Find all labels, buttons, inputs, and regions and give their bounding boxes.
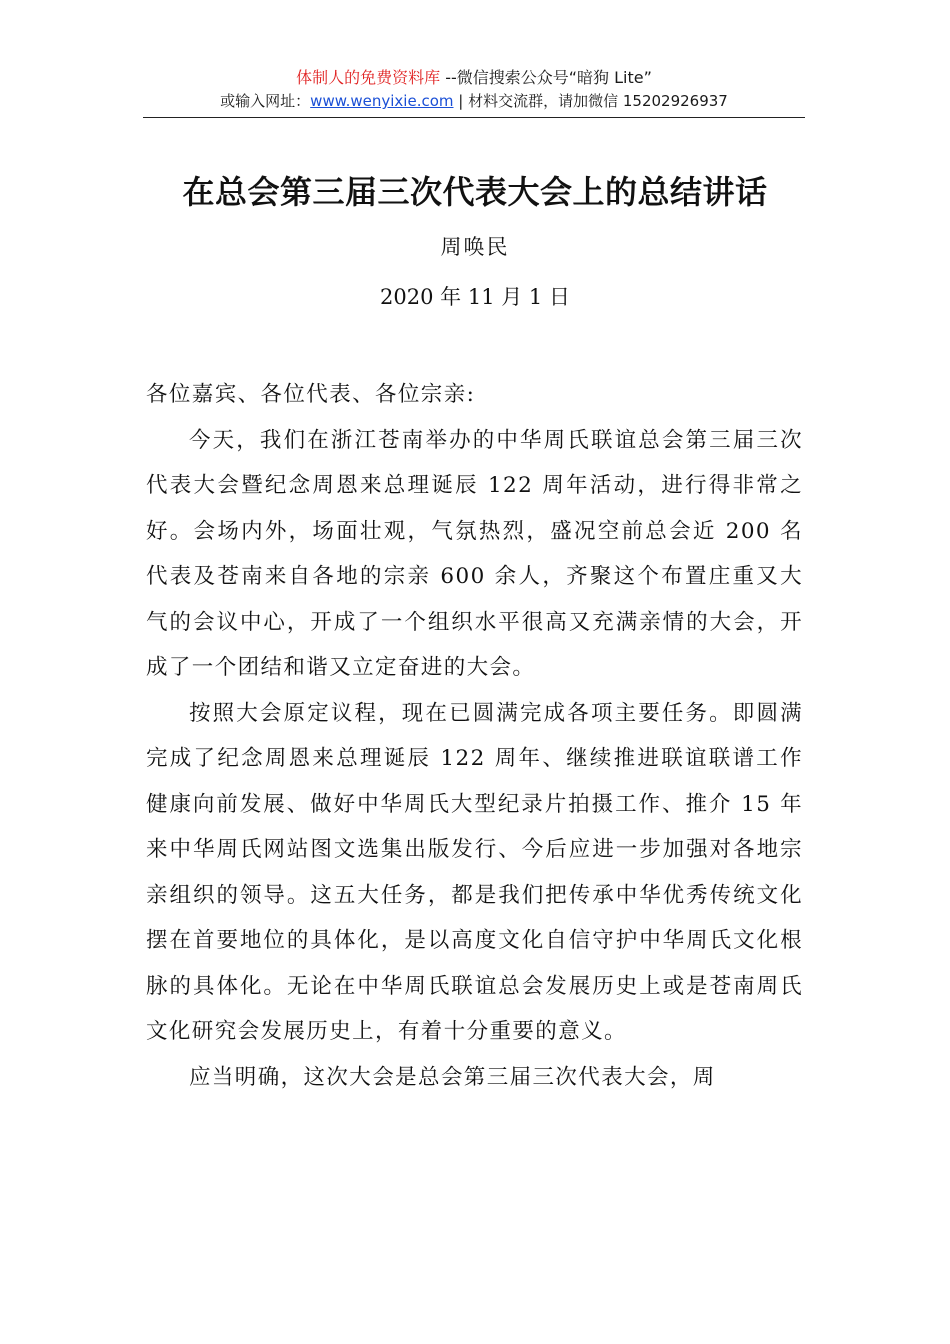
header-slogan: --微信搜索公众号“暗狗 Lite” [440, 68, 652, 87]
body-paragraph: 今天，我们在浙江苍南举办的中华周氏联谊总会第三届三次代表大会暨纪念周恩来总理诞辰 122 周年活动，进行得非常之好。会场内外，场面壮观，气氛热烈，盛况空前总会近 200 名代表及苍南来自各地的宗亲 600 余人，齐聚这个布置庄重又大气的会议中心，开成了一个组织水平很高又充满亲情的大会，开成了一个团结和谐又立定奋进的大会。 [146, 427, 803, 680]
document-title: 在总会第三届三次代表大会上的总结讲话 [182, 173, 768, 211]
header-contact-line [143, 90, 805, 112]
header-wechat-info: | 材料交流群，请加微信 15202926937 [453, 92, 728, 110]
document-author: 周唤民 [440, 235, 510, 259]
header-url-prefix: 或输入网址： [220, 92, 311, 110]
document-body [146, 372, 803, 1100]
header-url-link[interactable]: www.wenyixie.com [310, 92, 454, 110]
header-promo-line [143, 66, 805, 90]
header-divider [143, 117, 805, 118]
document-date: 2020 年 11 月 1 日 [380, 285, 570, 309]
body-paragraph: 按照大会原定议程，现在已圆满完成各项主要任务。即圆满完成了纪念周恩来总理诞辰 122 周年、继续推进联谊联谱工作健康向前发展、做好中华周氏大型纪录片拍摄工作、推介 15 年来中华周氏网站图文选集出版发行、今后应进一步加强对各地宗亲组织的领导。这五大任务，都是我们把传承中华优秀传统文化摆在首要地位的具体化，是以高度文化自信守护中华周氏文化根脉的具体化。无论在中华周氏联谊总会发展历史上或是苍南周氏文化研究会发展历史上，有着十分重要的意义。 [146, 700, 803, 1044]
header-brand: 体制人的免费资料库 [296, 68, 441, 87]
body-paragraph: 应当明确，这次大会是总会第三届三次代表大会，周 [189, 1064, 716, 1090]
salutation: 各位嘉宾、各位代表、各位宗亲: [146, 382, 476, 407]
page-header [143, 66, 805, 112]
